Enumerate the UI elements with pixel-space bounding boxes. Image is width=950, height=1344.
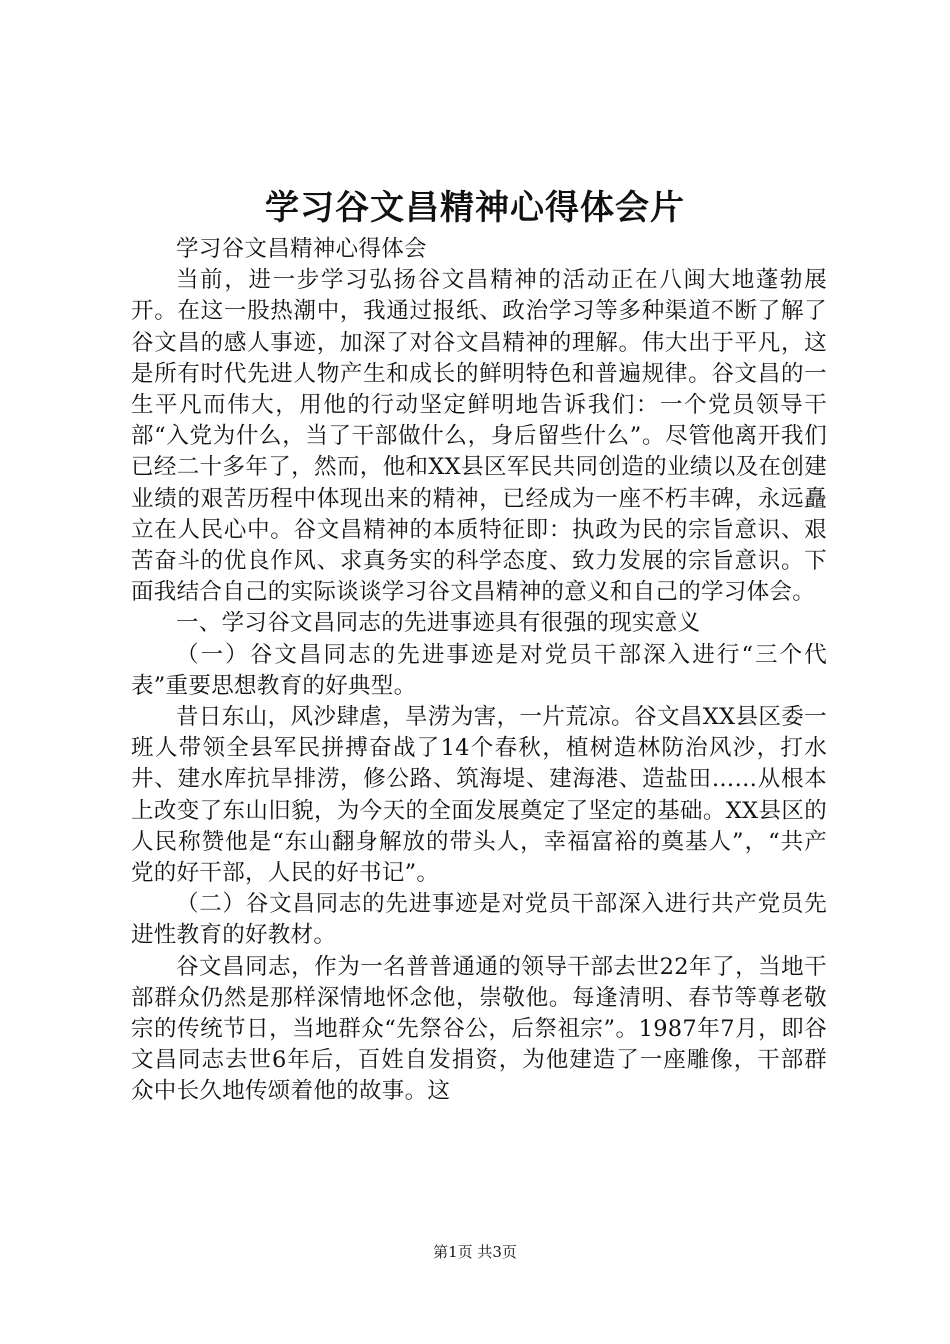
body-paragraph: 昔日东山，风沙肆虐，旱涝为害，一片荒凉。谷文昌XX县区委一班人带领全县军民拼搏奋战了14个春秋，植树造林防治风沙，打水井、建水库抗旱排涝，修公路、筑海堤、建海港、造盐田……从根本上改变了东山旧貌，为今天的全面发展奠定了坚定的基础。XX县区的人民称赞他是“东山翻身解放的带头人，幸福富裕的奠基人”，“共产党的好干部，人民的好书记”。: [131, 704, 827, 887]
section-heading: 一、学习谷文昌同志的先进事迹具有很强的现实意义: [176, 610, 701, 637]
subsection-heading: （二）谷文昌同志的先进事迹是对党员干部深入进行共产党员先进性教育的好教材。: [131, 891, 827, 949]
document-title: 学习谷文昌精神心得体会片: [265, 188, 685, 228]
page-number-footer: 第1页 共3页: [433, 1243, 517, 1261]
body-paragraph: 谷文昌同志，作为一名普普通通的领导干部去世22年了，当地干部群众仍然是那样深情地怀念他，崇敬他。每逢清明、春节等尊老敬宗的传统节日，当地群众“先祭谷公，后祭祖宗”。1987年7月，即谷文昌同志去世6年后，百姓自发捐资，为他建造了一座雕像，干部群众中长久地传颂着他的故事。这: [131, 953, 827, 1105]
subtitle-paragraph: 学习谷文昌精神心得体会: [176, 236, 427, 262]
document-body: [131, 234, 827, 1108]
subsection-heading: （一）谷文昌同志的先进事迹是对党员干部深入进行“三个代表”重要思想教育的好典型。: [131, 641, 827, 699]
body-paragraph: 当前，进一步学习弘扬谷文昌精神的活动正在八闽大地蓬勃展开。在这一股热潮中，我通过报纸、政治学习等多种渠道不断了解了谷文昌的感人事迹，加深了对谷文昌精神的理解。伟大出于平凡，这是所有时代先进人物产生和成长的鲜明特色和普遍规律。谷文昌的一生平凡而伟大，用他的行动坚定鲜明地告诉我们：一个党员领导干部“入党为什么，当了干部做什么，身后留些什么”。尽管他离开我们已经二十多年了，然而，他和XX县区军民共同创造的业绩以及在创建业绩的艰苦历程中体现出来的精神，已经成为一座不朽丰碑，永远矗立在人民心中。谷文昌精神的本质特征即：执政为民的宗旨意识、艰苦奋斗的优良作风、求真务实的科学态度、致力发展的宗旨意识。下面我结合自己的实际谈谈学习谷文昌精神的意义和自己的学习体会。: [131, 267, 827, 606]
